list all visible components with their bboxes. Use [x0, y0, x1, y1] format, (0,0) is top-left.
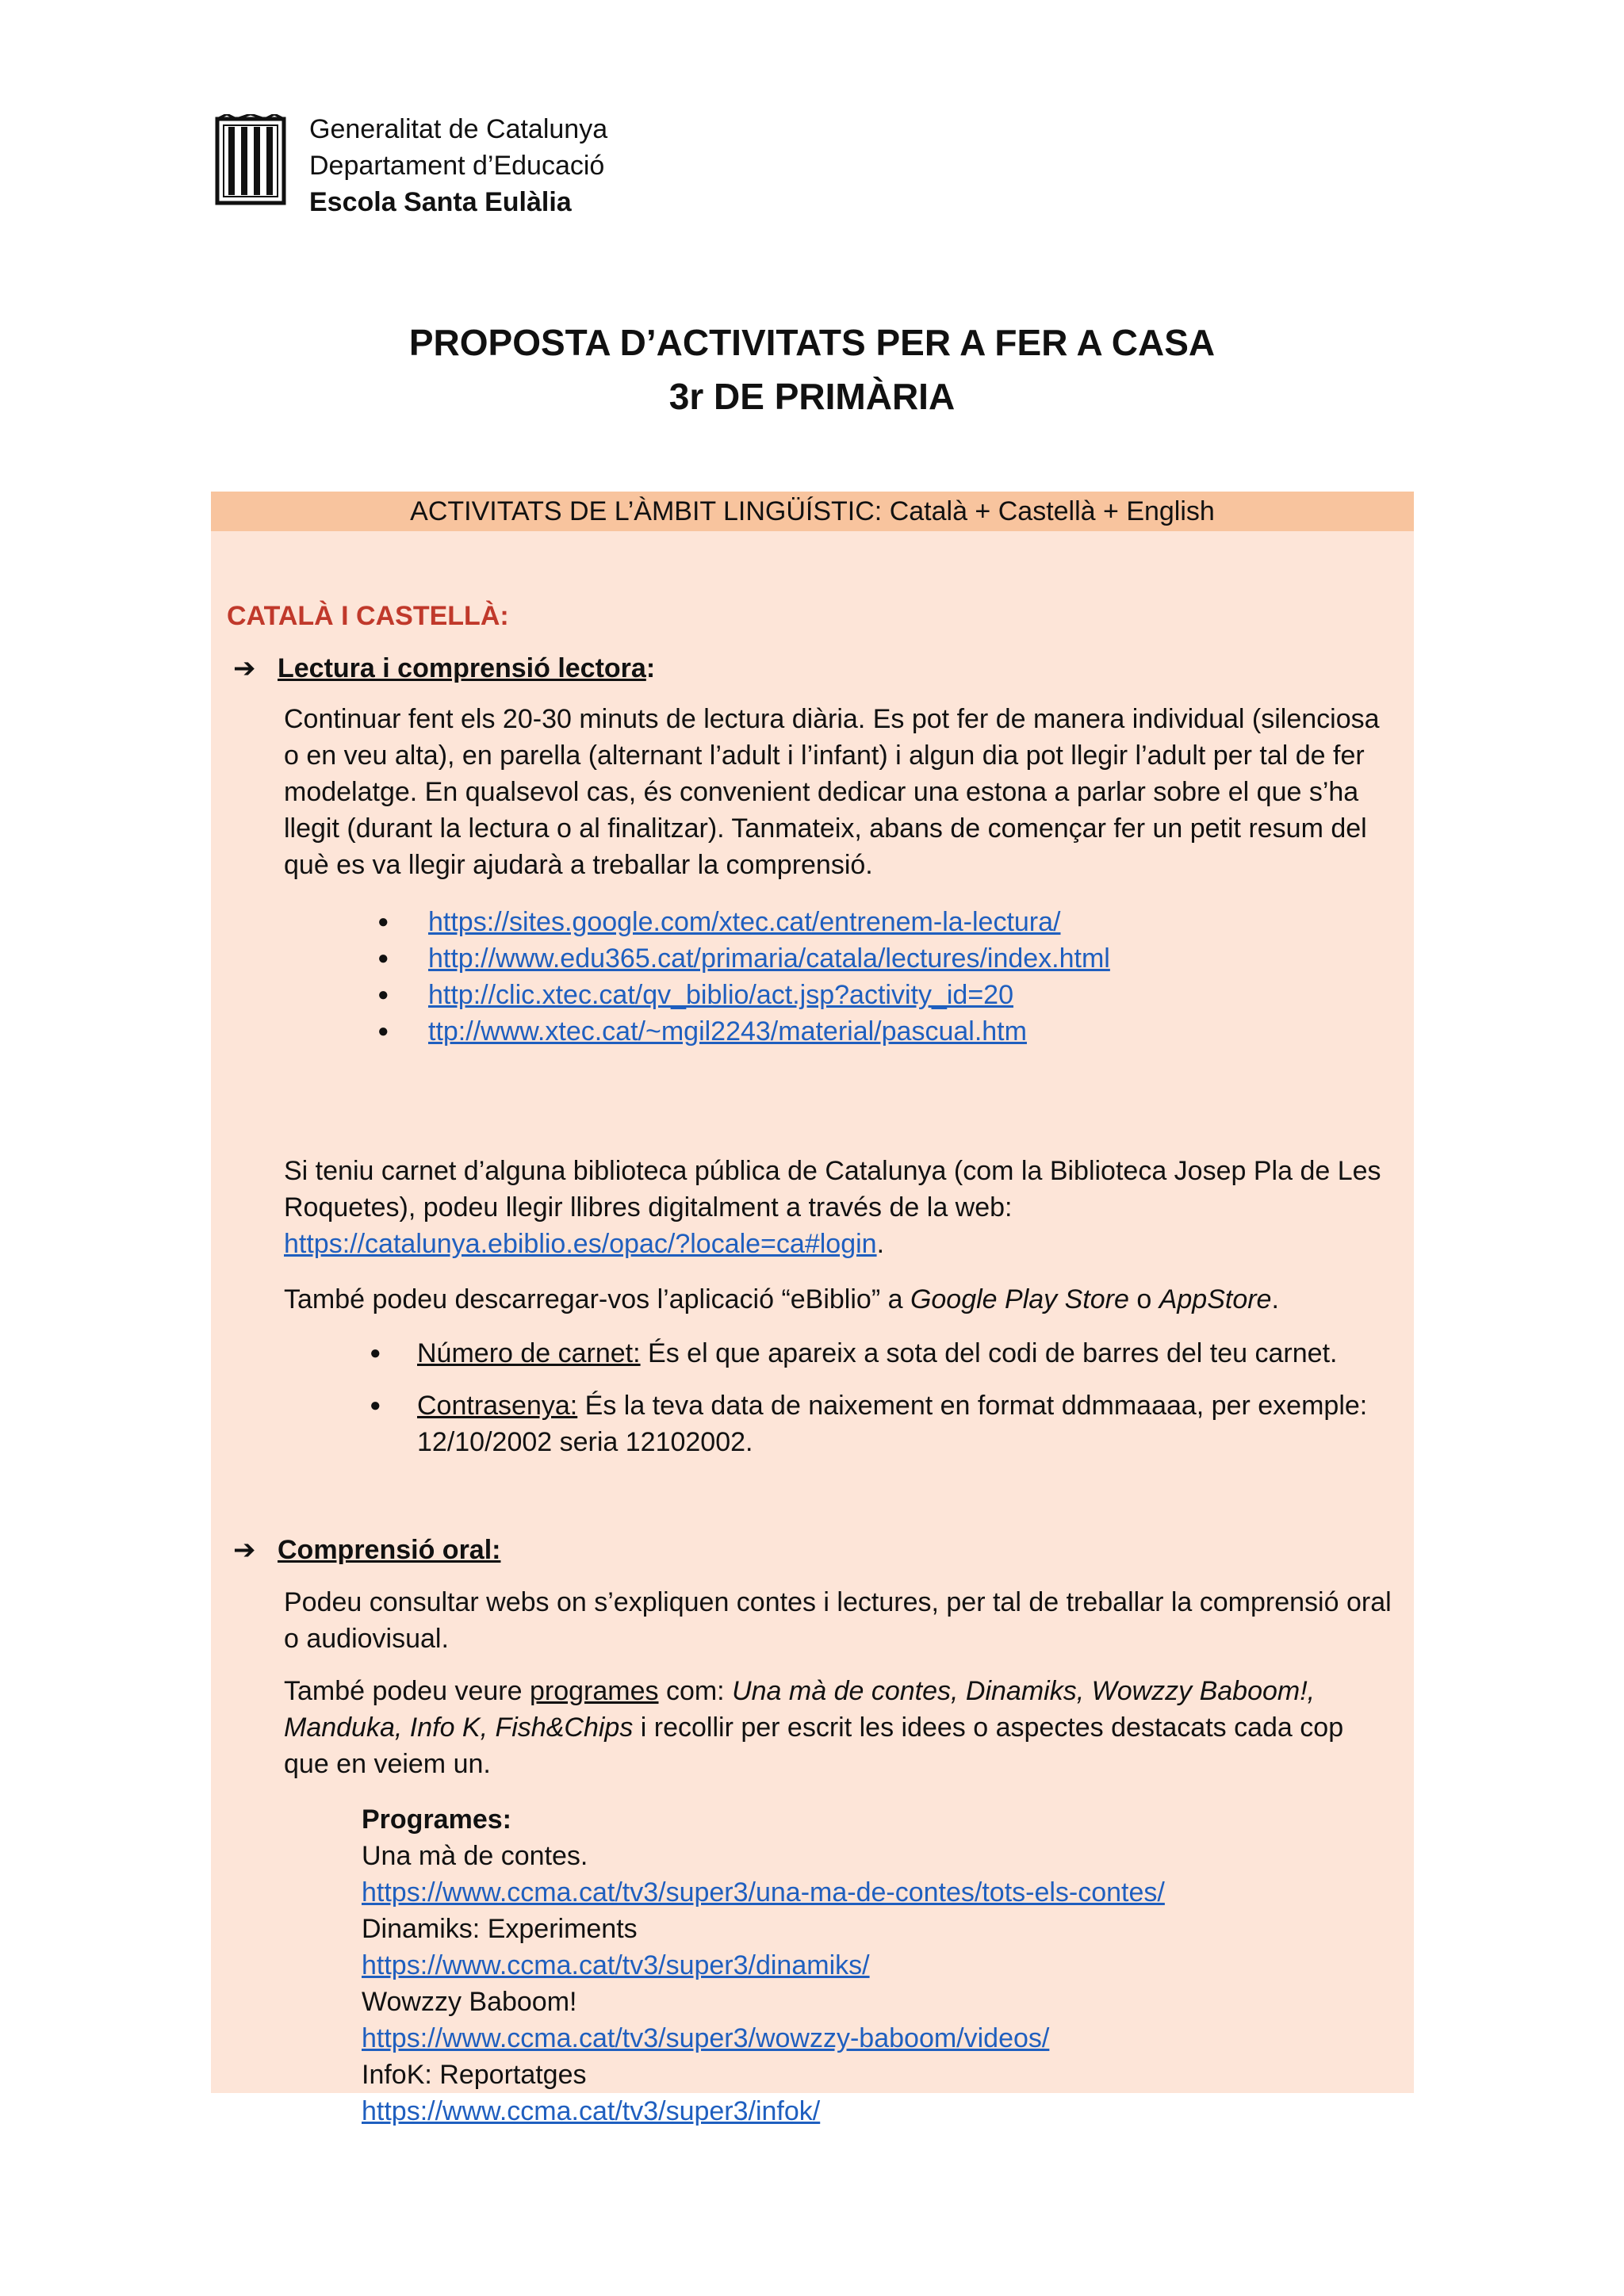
library-paragraph	[284, 1153, 1394, 1262]
oral-paragraph-1-text: Podeu consultar webs on s’expliquen contes i lectures, per tal de treballar la comprensió oral o audiovisual.	[284, 1587, 1392, 1654]
box-heading: ACTIVITATS DE L’ÀMBIT LINGÜÍSTIC: Català + Castellà + English	[211, 492, 1414, 531]
card-number-label: Número de carnet:	[417, 1338, 641, 1368]
oral-heading-label: Comprensió oral:	[278, 1535, 501, 1565]
reading-heading-colon: :	[645, 653, 656, 683]
org-line-department: Departament d’Educació	[309, 151, 605, 181]
app-store: AppStore	[1159, 1284, 1272, 1314]
app-paragraph	[284, 1281, 1394, 1318]
generalitat-crest-icon	[213, 114, 289, 208]
link-wowzzy-baboom[interactable]: https://www.ccma.cat/tv3/super3/wowzzy-baboom/videos/	[362, 2023, 1050, 2053]
list-item	[370, 1387, 1392, 1460]
library-text: Si teniu carnet d’alguna biblioteca pública de Catalunya (com la Biblioteca Josep Pla de Les Roquetes), podeu llegir llibres digitalment a través de la web:	[284, 1156, 1381, 1223]
password-label: Contrasenya:	[417, 1391, 578, 1421]
list-item	[377, 1013, 1110, 1050]
link-xtec-pascual[interactable]: ttp://www.xtec.cat/~mgil2243/material/pascual.htm	[428, 1016, 1027, 1047]
card-number-text: És el que apareix a sota del codi de barres del teu carnet.	[640, 1338, 1338, 1368]
ebiblio-credentials	[370, 1335, 1392, 1476]
google-play-store: Google Play Store	[910, 1284, 1129, 1314]
link-edu365-lectures[interactable]: http://www.edu365.cat/primaria/catala/lectures/index.html	[428, 943, 1110, 974]
oral-p2-c: i recollir per escrit les idees o aspectes destacats cada cop que en veiem un.	[284, 1712, 1344, 1779]
oral-paragraph-1	[284, 1584, 1394, 1657]
school-name: Escola Santa Eulàlia	[309, 187, 572, 217]
library-dot: .	[876, 1229, 885, 1259]
arrow-right-icon: ➔	[233, 1535, 256, 1565]
list-item	[377, 904, 1110, 940]
app-text-1: També podeu descarregar-vos l’aplicació “eBiblio” a	[284, 1284, 910, 1314]
programs-title: Programes:	[362, 1804, 511, 1835]
section-title: CATALÀ I CASTELLÀ:	[227, 601, 509, 631]
arrow-right-icon: ➔	[233, 653, 256, 683]
reading-links	[377, 904, 1110, 1050]
link-ebiblio-login[interactable]: https://catalunya.ebiblio.es/opac/?locale=ca#login	[284, 1229, 877, 1259]
program-names: Una mà de contes, Dinamiks, Wowzzy Baboom!, Manduka, Info K, Fish&Chips	[284, 1676, 1316, 1743]
oral-paragraph-2	[284, 1673, 1394, 1782]
reading-heading	[233, 650, 655, 687]
oral-heading	[233, 1532, 500, 1568]
password-text: És la teva data de naixement en format ddmmaaaa, per exemple: 12/10/2002 seria 12102002.	[417, 1391, 1368, 1457]
programes-word: programes	[529, 1676, 659, 1706]
activities-box	[211, 492, 1414, 2126]
programs-list	[362, 1801, 1165, 2130]
app-text-3: .	[1271, 1284, 1279, 1314]
reading-heading-label: Lectura i comprensió lectora	[278, 653, 646, 683]
page-title	[0, 316, 1624, 423]
list-item	[377, 940, 1110, 977]
reading-paragraph	[284, 701, 1394, 883]
list-item	[370, 1335, 1392, 1372]
link-entrenem-la-lectura[interactable]: https://sites.google.com/xtec.cat/entrenem-la-lectura/	[428, 907, 1061, 937]
oral-p2-a: També podeu veure	[284, 1676, 530, 1706]
app-text-2: o	[1128, 1284, 1159, 1314]
link-clic-biblio[interactable]: http://clic.xtec.cat/qv_biblio/act.jsp?activity_id=20	[428, 980, 1013, 1010]
reading-paragraph-text: Continuar fent els 20-30 minuts de lectura diària. Es pot fer de manera individual (silenciosa o en veu alta), en parella (alternant l’adult i l’infant) i algun dia pot llegir l’adult per tal de fer modelatge. En qualsevol cas, és convenient dedicar una estona a parlar sobre el que s’ha llegit (durant la lectura o al finalitzar). Tanmateix, abans de començar fer un petit resum del què es va llegir ajudarà a treballar la comprensió.	[284, 704, 1380, 880]
program-name: Una mà de contes.	[362, 1841, 588, 1871]
org-line-generalitat: Generalitat de Catalunya	[309, 114, 608, 144]
program-name: Dinamiks: Experiments	[362, 1914, 638, 1944]
link-dinamiks[interactable]: https://www.ccma.cat/tv3/super3/dinamiks/	[362, 1950, 870, 1980]
title-line-1: PROPOSTA D’ACTIVITATS PER A FER A CASA	[408, 322, 1216, 363]
link-una-ma-de-contes[interactable]: https://www.ccma.cat/tv3/super3/una-ma-de-contes/tots-els-contes/	[362, 1877, 1165, 1908]
link-infok[interactable]: https://www.ccma.cat/tv3/super3/infok/	[362, 2096, 821, 2126]
title-line-2: 3r DE PRIMÀRIA	[668, 376, 956, 417]
program-name: InfoK: Reportatges	[362, 2060, 587, 2090]
program-name: Wowzzy Baboom!	[362, 1987, 577, 2017]
oral-p2-b: com:	[658, 1676, 733, 1706]
list-item	[377, 977, 1110, 1013]
